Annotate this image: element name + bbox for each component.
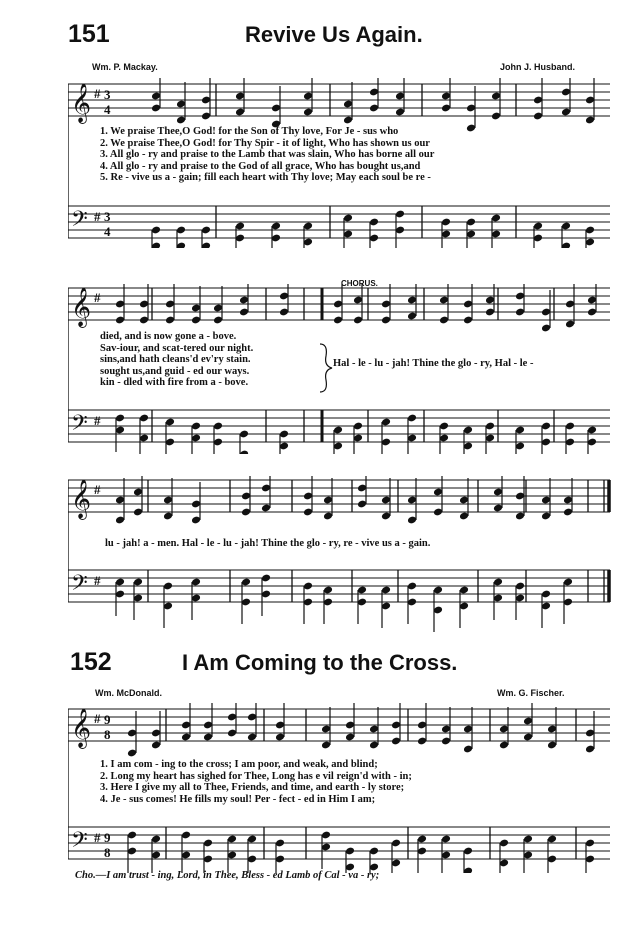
treble-clef-icon: 𝄞 — [71, 479, 92, 519]
music-system-3 — [68, 476, 613, 646]
brace-icon — [320, 344, 332, 392]
svg-text:#: # — [94, 711, 101, 726]
svg-text:#: # — [94, 86, 101, 101]
svg-text:4: 4 — [104, 102, 111, 117]
chorus-line: Hal - le - lu - jah! Thine the glo - ry, Hal - le - — [333, 358, 534, 369]
svg-text:8: 8 — [104, 727, 111, 742]
bass-staff — [68, 206, 610, 239]
verse-line: died, and is now gone a - bove. — [100, 331, 237, 342]
lyricist-credit: Wm. P. Mackay. — [92, 62, 158, 72]
verse-line: Sav-iour, and scat-tered our night. — [100, 342, 254, 354]
verse-line: 2. Long my heart has sighed for Thee, Long has e vil reign'd with - in; — [100, 770, 412, 782]
verse-line: kin - dled with fire from a - bove. — [100, 377, 249, 388]
verse-lyrics — [100, 126, 434, 184]
lyricist-credit: Wm. McDonald. — [95, 688, 162, 698]
hymn-title: I Am Coming to the Cross. — [182, 650, 458, 675]
svg-text:#: # — [94, 573, 101, 588]
treble-clef-icon: 𝄞 — [71, 287, 92, 327]
verse-endings — [100, 331, 253, 389]
chorus-line: Cho.—I am trust - ing, Lord, in Thee, Bless - ed Lamb of Cal - va - ry; — [75, 870, 380, 881]
svg-text:#: # — [94, 290, 101, 305]
verse-line: 3. All glo - ry and praise to the Lamb that was slain, Who has borne all our — [100, 149, 435, 160]
svg-text:9: 9 — [104, 830, 111, 845]
verse-line: 4. Je - sus comes! He fills my soul! Per - fect - ed in Him I am; — [100, 793, 376, 805]
treble-staff — [68, 83, 610, 124]
svg-text:9: 9 — [104, 712, 111, 727]
verse-line: 1. I am com - ing to the cross; I am poor, and weak, and blind; — [100, 759, 378, 770]
verse-line: 1. We praise Thee,O God! for the Son of Thy love, For Je - sus who — [100, 126, 399, 137]
verse-line: sins,and hath cleans'd ev'ry stain. — [100, 354, 251, 365]
bass-clef-icon: 𝄢 — [71, 828, 88, 858]
hymn-title: Revive Us Again. — [245, 22, 423, 47]
verse-line: 2. We praise Thee,O God! for Thy Spir - it of light, Who has shown us our — [100, 137, 430, 149]
svg-text:8: 8 — [104, 845, 111, 860]
verse-line: 3. Here I give my all to Thee, Friends, and time, and earth - ly store; — [100, 782, 405, 793]
verse-line: sought us,and guid - ed our ways. — [100, 365, 250, 377]
svg-text:4: 4 — [104, 224, 111, 239]
verse-lyrics — [100, 759, 412, 805]
svg-text:#: # — [94, 209, 101, 224]
treble-clef-icon: 𝄞 — [71, 83, 92, 123]
svg-text:3: 3 — [104, 87, 111, 102]
svg-text:3: 3 — [104, 209, 111, 224]
chorus-label: CHORUS. — [341, 279, 378, 288]
chorus-line: lu - jah! a - men. Hal - le - lu - jah! Thine the glo - ry, re - vive us a - gain. — [105, 538, 431, 549]
verse-line: 4. All glo - ry and praise to the God of all grace, Who has bought us,and — [100, 160, 421, 172]
composer-credit: Wm. G. Fischer. — [497, 688, 565, 698]
bass-clef-icon: 𝄢 — [71, 411, 88, 441]
svg-text:#: # — [94, 413, 101, 428]
svg-text:#: # — [94, 482, 101, 497]
hymn-number: 151 — [68, 20, 110, 48]
bass-clef-icon: 𝄢 — [71, 571, 88, 601]
treble-clef-icon: 𝄞 — [71, 708, 92, 748]
hymn-number: 152 — [70, 648, 112, 676]
composer-credit: John J. Husband. — [500, 62, 576, 72]
verse-line: 5. Re - vive us a - gain; fill each heart with Thy love; May each soul be re - — [100, 172, 431, 183]
svg-text:#: # — [94, 830, 101, 845]
bass-clef-icon: 𝄢 — [71, 207, 88, 237]
